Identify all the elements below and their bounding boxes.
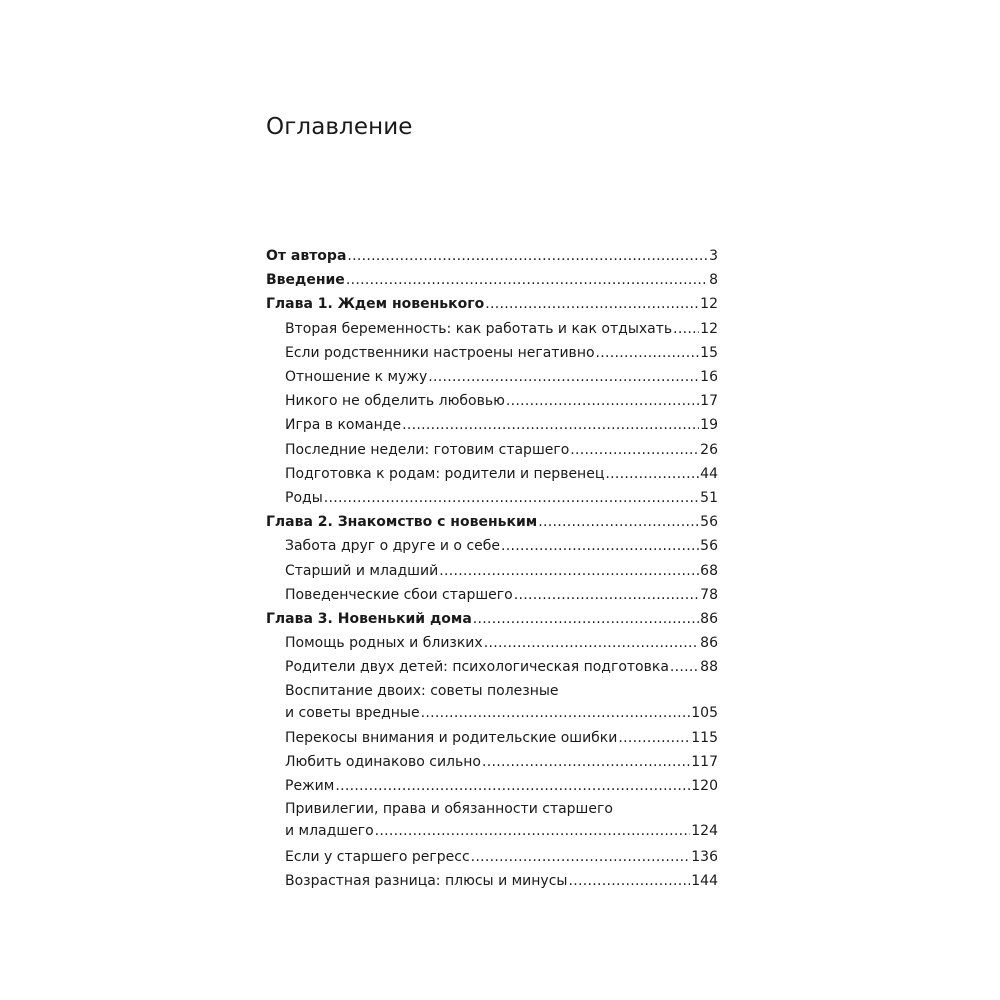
toc-entry-title: Отношение к мужу — [285, 369, 428, 386]
toc-entry-page: 17 — [700, 393, 718, 410]
toc-entry-title: Перекосы внимания и родительские ошибки — [285, 729, 618, 746]
toc-entry-title-continued: и младшего — [285, 823, 374, 840]
toc-entry-section[interactable] — [285, 486, 718, 510]
dot-leader — [346, 268, 708, 292]
toc-entry-page: 56 — [700, 538, 718, 555]
table-of-contents — [266, 244, 718, 893]
toc-entry-page: 68 — [700, 562, 718, 579]
toc-entry-page: 56 — [700, 514, 718, 531]
dot-leader — [501, 534, 699, 558]
toc-entry-page: 124 — [691, 823, 718, 840]
toc-entry-title: Любить одинаково сильно — [285, 754, 481, 771]
dot-leader — [335, 774, 690, 798]
toc-entry-section[interactable] — [285, 341, 718, 365]
toc-entry-chapter-1[interactable] — [266, 292, 718, 316]
toc-entry-title: Режим — [285, 778, 335, 795]
toc-entry-title: Старший и младший — [285, 562, 439, 579]
dot-leader — [570, 438, 699, 462]
dot-leader — [673, 317, 699, 341]
toc-entry-title: Глава 2. Знакомство с новеньким — [266, 514, 538, 531]
dot-leader — [482, 750, 690, 774]
toc-entry-title-continued: и советы вредные — [285, 704, 420, 721]
dot-leader — [506, 389, 699, 413]
toc-entry-section[interactable] — [285, 438, 718, 462]
toc-entry-page: 15 — [700, 344, 718, 361]
toc-entry-title: От автора — [266, 248, 347, 264]
dot-leader — [439, 559, 699, 583]
toc-entry-page: 144 — [691, 872, 718, 889]
toc-entry-section[interactable] — [285, 750, 718, 774]
dot-leader — [514, 583, 699, 607]
toc-entry-section[interactable] — [285, 389, 718, 413]
dot-leader — [473, 607, 699, 631]
dot-leader — [485, 292, 699, 316]
toc-entry-title: Роды — [285, 490, 323, 507]
toc-entry-section[interactable] — [285, 317, 718, 341]
toc-entry-section[interactable] — [285, 798, 718, 842]
toc-entry-introduction[interactable] — [266, 268, 718, 292]
toc-entry-page: 19 — [700, 417, 718, 434]
toc-entry-title: Никого не обделить любовью — [285, 393, 505, 410]
toc-entry-section[interactable] — [285, 726, 718, 750]
toc-entry-page: 26 — [700, 441, 718, 458]
toc-entry-title: Глава 3. Новенький дома — [266, 611, 472, 628]
toc-entry-section[interactable] — [285, 655, 718, 679]
toc-entry-section[interactable] — [285, 365, 718, 389]
toc-entry-page: 78 — [700, 586, 718, 603]
toc-entry-from-author[interactable] — [266, 244, 718, 268]
toc-entry-page: 86 — [700, 611, 718, 628]
toc-entry-page: 88 — [700, 659, 718, 676]
toc-entry-title: Помощь родных и близких — [285, 635, 483, 652]
dot-leader — [347, 244, 708, 268]
page-title: Оглавление — [266, 114, 413, 140]
toc-entry-section[interactable] — [285, 774, 718, 798]
toc-entry-page: 136 — [691, 848, 718, 865]
toc-entry-title: Введение — [266, 272, 345, 289]
toc-entry-title: Воспитание двоих: советы полезные — [285, 682, 559, 699]
toc-entry-section[interactable] — [285, 462, 718, 486]
dot-leader — [618, 726, 690, 750]
toc-entry-title: Если у старшего регресс — [285, 848, 470, 865]
dot-leader — [375, 820, 691, 842]
toc-entry-title: Возрастная разница: плюсы и минусы — [285, 872, 568, 889]
toc-entry-section[interactable] — [285, 413, 718, 437]
toc-entry-page: 12 — [700, 320, 718, 337]
dot-leader — [428, 365, 699, 389]
toc-entry-section[interactable] — [285, 680, 718, 724]
toc-entry-section[interactable] — [285, 869, 718, 893]
toc-entry-title: Забота друг о друге и о себе — [285, 538, 501, 555]
toc-entry-section[interactable] — [285, 583, 718, 607]
toc-entry-page: 105 — [691, 704, 718, 721]
dot-leader — [538, 510, 699, 534]
toc-entry-page: 51 — [700, 490, 718, 507]
dot-leader — [596, 341, 700, 365]
dot-leader — [670, 655, 699, 679]
toc-entry-title: Поведенческие сбои старшего — [285, 586, 513, 603]
dot-leader — [605, 462, 699, 486]
toc-entry-page: 115 — [691, 729, 718, 746]
toc-entry-title: Подготовка к родам: родители и первенец — [285, 465, 605, 482]
toc-entry-page: 12 — [700, 296, 718, 313]
toc-entry-page: 3 — [709, 248, 718, 264]
dot-leader — [324, 486, 699, 510]
dot-leader — [471, 845, 691, 869]
dot-leader — [568, 869, 690, 893]
toc-entry-title: Глава 1. Ждем новенького — [266, 296, 485, 313]
toc-entry-section[interactable] — [285, 559, 718, 583]
toc-entry-chapter-3[interactable] — [266, 607, 718, 631]
toc-entry-title: Если родственники настроены негативно — [285, 344, 595, 361]
toc-entry-title: Привилегии, права и обязанности старшего — [285, 801, 613, 818]
toc-entry-page: 120 — [691, 778, 718, 795]
dot-leader — [421, 702, 691, 724]
toc-entry-page: 16 — [700, 369, 718, 386]
toc-entry-page: 44 — [700, 465, 718, 482]
toc-entry-page: 86 — [700, 635, 718, 652]
dot-leader — [402, 413, 699, 437]
toc-entry-section[interactable] — [285, 631, 718, 655]
toc-entry-title: Родители двух детей: психологическая подготовка — [285, 659, 669, 676]
toc-entry-section[interactable] — [285, 534, 718, 558]
toc-entry-page: 8 — [709, 272, 718, 289]
toc-entry-title: Последние недели: готовим старшего — [285, 441, 570, 458]
toc-entry-chapter-2[interactable] — [266, 510, 718, 534]
toc-entry-title: Вторая беременность: как работать и как отдыхать — [285, 320, 673, 337]
toc-entry-page: 117 — [691, 754, 718, 771]
toc-entry-section[interactable] — [285, 845, 718, 869]
dot-leader — [484, 631, 699, 655]
toc-entry-title: Игра в команде — [285, 417, 402, 434]
